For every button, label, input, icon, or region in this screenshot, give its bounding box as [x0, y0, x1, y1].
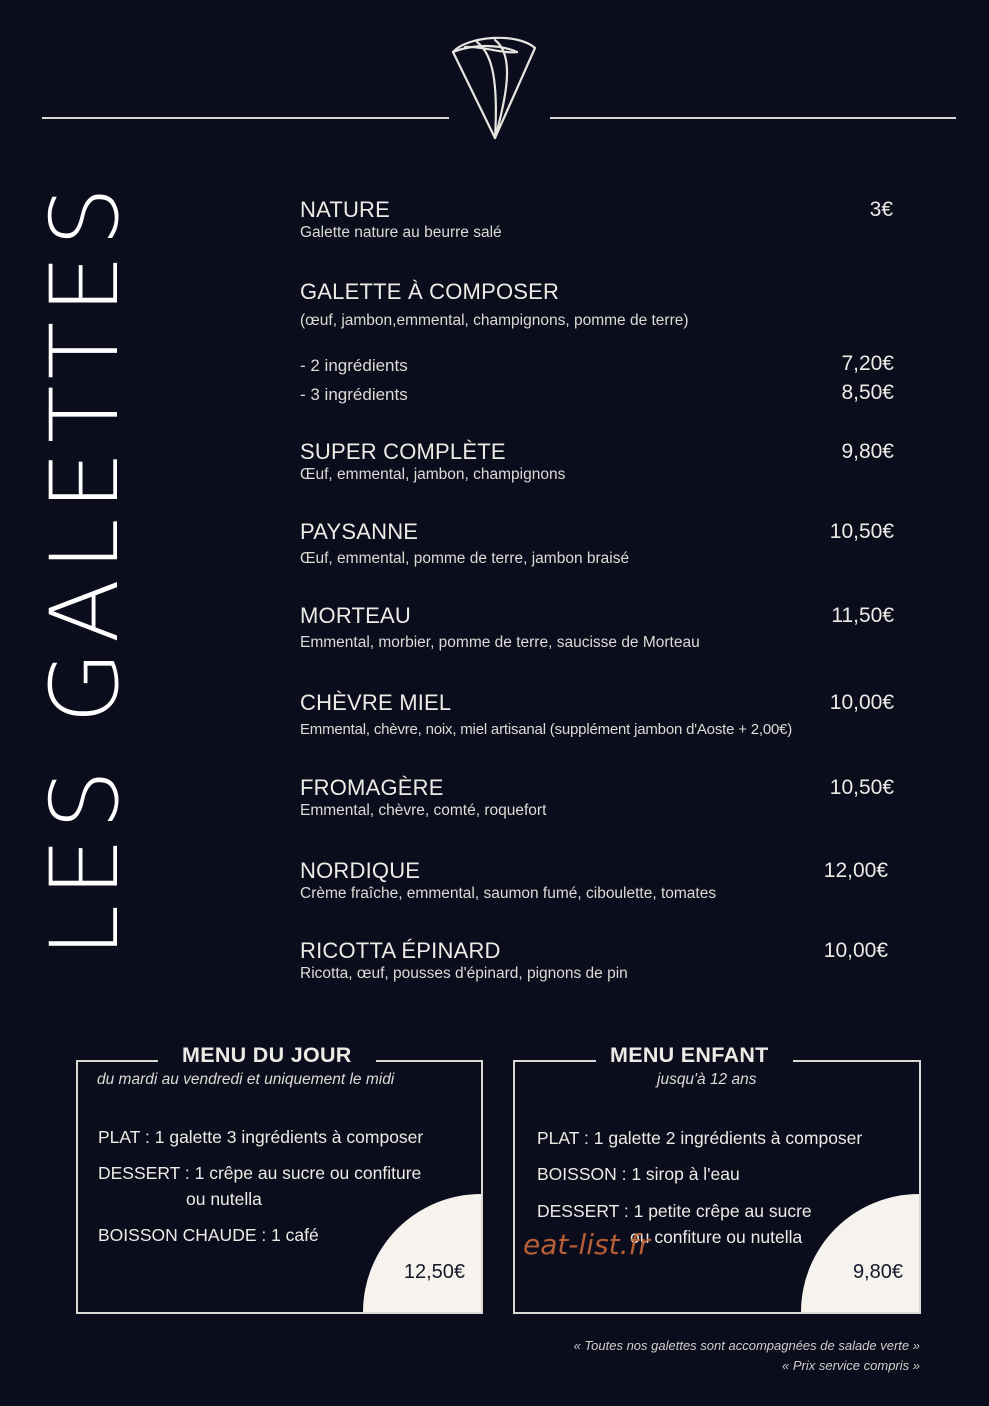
item-description: (œuf, jambon,emmental, champignons, pomme de terre) — [300, 312, 689, 329]
item-price: 12,00€ — [823, 859, 888, 882]
menu-du-jour-box — [76, 1060, 483, 1314]
item-name: GALETTE À COMPOSER — [300, 279, 560, 304]
item-price: 9,80€ — [841, 440, 894, 463]
item-price: 10,00€ — [829, 691, 894, 714]
option-row — [300, 352, 894, 377]
item-price: 11,50€ — [831, 604, 894, 627]
menu-item — [300, 439, 894, 485]
menu-item — [300, 603, 894, 653]
item-name: NORDIQUE — [300, 858, 421, 883]
item-price: 10,50€ — [829, 520, 894, 543]
menu-item — [300, 279, 894, 331]
item-name: PAYSANNE — [300, 519, 419, 544]
item-name: NATURE — [300, 197, 391, 222]
menu-enfant-line: DESSERT : 1 petite crêpe au sucre — [537, 1201, 812, 1221]
header-rule-left — [42, 117, 449, 119]
menu-enfant-price: 9,80€ — [852, 1261, 903, 1283]
item-description: Emmental, chèvre, noix, miel artisanal (supplément jambon d'Aoste + 2,00€) — [300, 721, 793, 738]
option-row — [300, 381, 894, 406]
footnote: « Prix service compris » — [782, 1358, 920, 1373]
item-description: Emmental, morbier, pomme de terre, saucisse de Morteau — [300, 634, 700, 651]
menu-du-jour-line: ou nutella — [186, 1189, 262, 1209]
menu-du-jour-line: BOISSON CHAUDE : 1 café — [98, 1225, 319, 1245]
menu-enfant-subtitle: jusqu'à 12 ans — [657, 1071, 757, 1088]
price-badge — [801, 1194, 919, 1312]
menu-du-jour-title: MENU DU JOUR — [158, 1041, 376, 1069]
item-price: 3€ — [869, 198, 893, 221]
price-badge — [363, 1194, 481, 1312]
item-description: Emmental, chèvre, comté, roquefort — [300, 802, 547, 819]
crepe-logo-icon — [447, 30, 539, 142]
menu-enfant-line: BOISSON : 1 sirop à l'eau — [537, 1164, 740, 1184]
option-price: 8,50€ — [841, 381, 894, 404]
item-description: Ricotta, œuf, pousses d'épinard, pignons de pin — [300, 965, 628, 982]
menu-item — [300, 690, 894, 740]
item-name: FROMAGÈRE — [300, 775, 444, 800]
menu-enfant-line: PLAT : 1 galette 2 ingrédients à composer — [537, 1128, 863, 1148]
menu-item — [300, 938, 894, 984]
item-price: 10,00€ — [823, 939, 888, 962]
item-price: 10,50€ — [829, 776, 894, 799]
item-description: Œuf, emmental, pomme de terre, jambon braisé — [300, 550, 630, 567]
menu-enfant-title: MENU ENFANT — [596, 1041, 793, 1069]
item-description: Œuf, emmental, jambon, champignons — [300, 466, 566, 483]
page-title: LES GALETTES — [31, 178, 140, 958]
menu-item — [300, 197, 894, 243]
item-name: MORTEAU — [300, 603, 412, 628]
menu-du-jour-line: DESSERT : 1 crêpe au sucre ou confiture — [98, 1163, 422, 1183]
menu-du-jour-price: 12,50€ — [403, 1261, 465, 1283]
option-label: - 2 ingrédients — [300, 356, 408, 375]
menu-item — [300, 858, 894, 904]
menu-item — [300, 519, 894, 569]
option-label: - 3 ingrédients — [300, 385, 408, 404]
menu-enfant-box — [513, 1060, 921, 1314]
item-description: Crème fraîche, emmental, saumon fumé, ciboulette, tomates — [300, 885, 717, 902]
item-description: Galette nature au beurre salé — [300, 224, 502, 241]
menu-item — [300, 775, 894, 821]
footnote: « Toutes nos galettes sont accompagnées de salade verte » — [573, 1338, 920, 1353]
menu-du-jour-line: PLAT : 1 galette 3 ingrédients à composer — [98, 1127, 424, 1147]
menu-du-jour-subtitle: du mardi au vendredi et uniquement le midi — [97, 1071, 395, 1088]
option-price: 7,20€ — [841, 352, 894, 375]
header-rule-right — [550, 117, 956, 119]
menu-enfant-line: ou confiture ou nutella — [630, 1227, 803, 1247]
item-name: SUPER COMPLÈTE — [300, 439, 506, 464]
item-name: CHÈVRE MIEL — [300, 690, 452, 715]
item-name: RICOTTA ÉPINARD — [300, 938, 501, 963]
watermark: eat-list.fr — [523, 1228, 650, 1261]
